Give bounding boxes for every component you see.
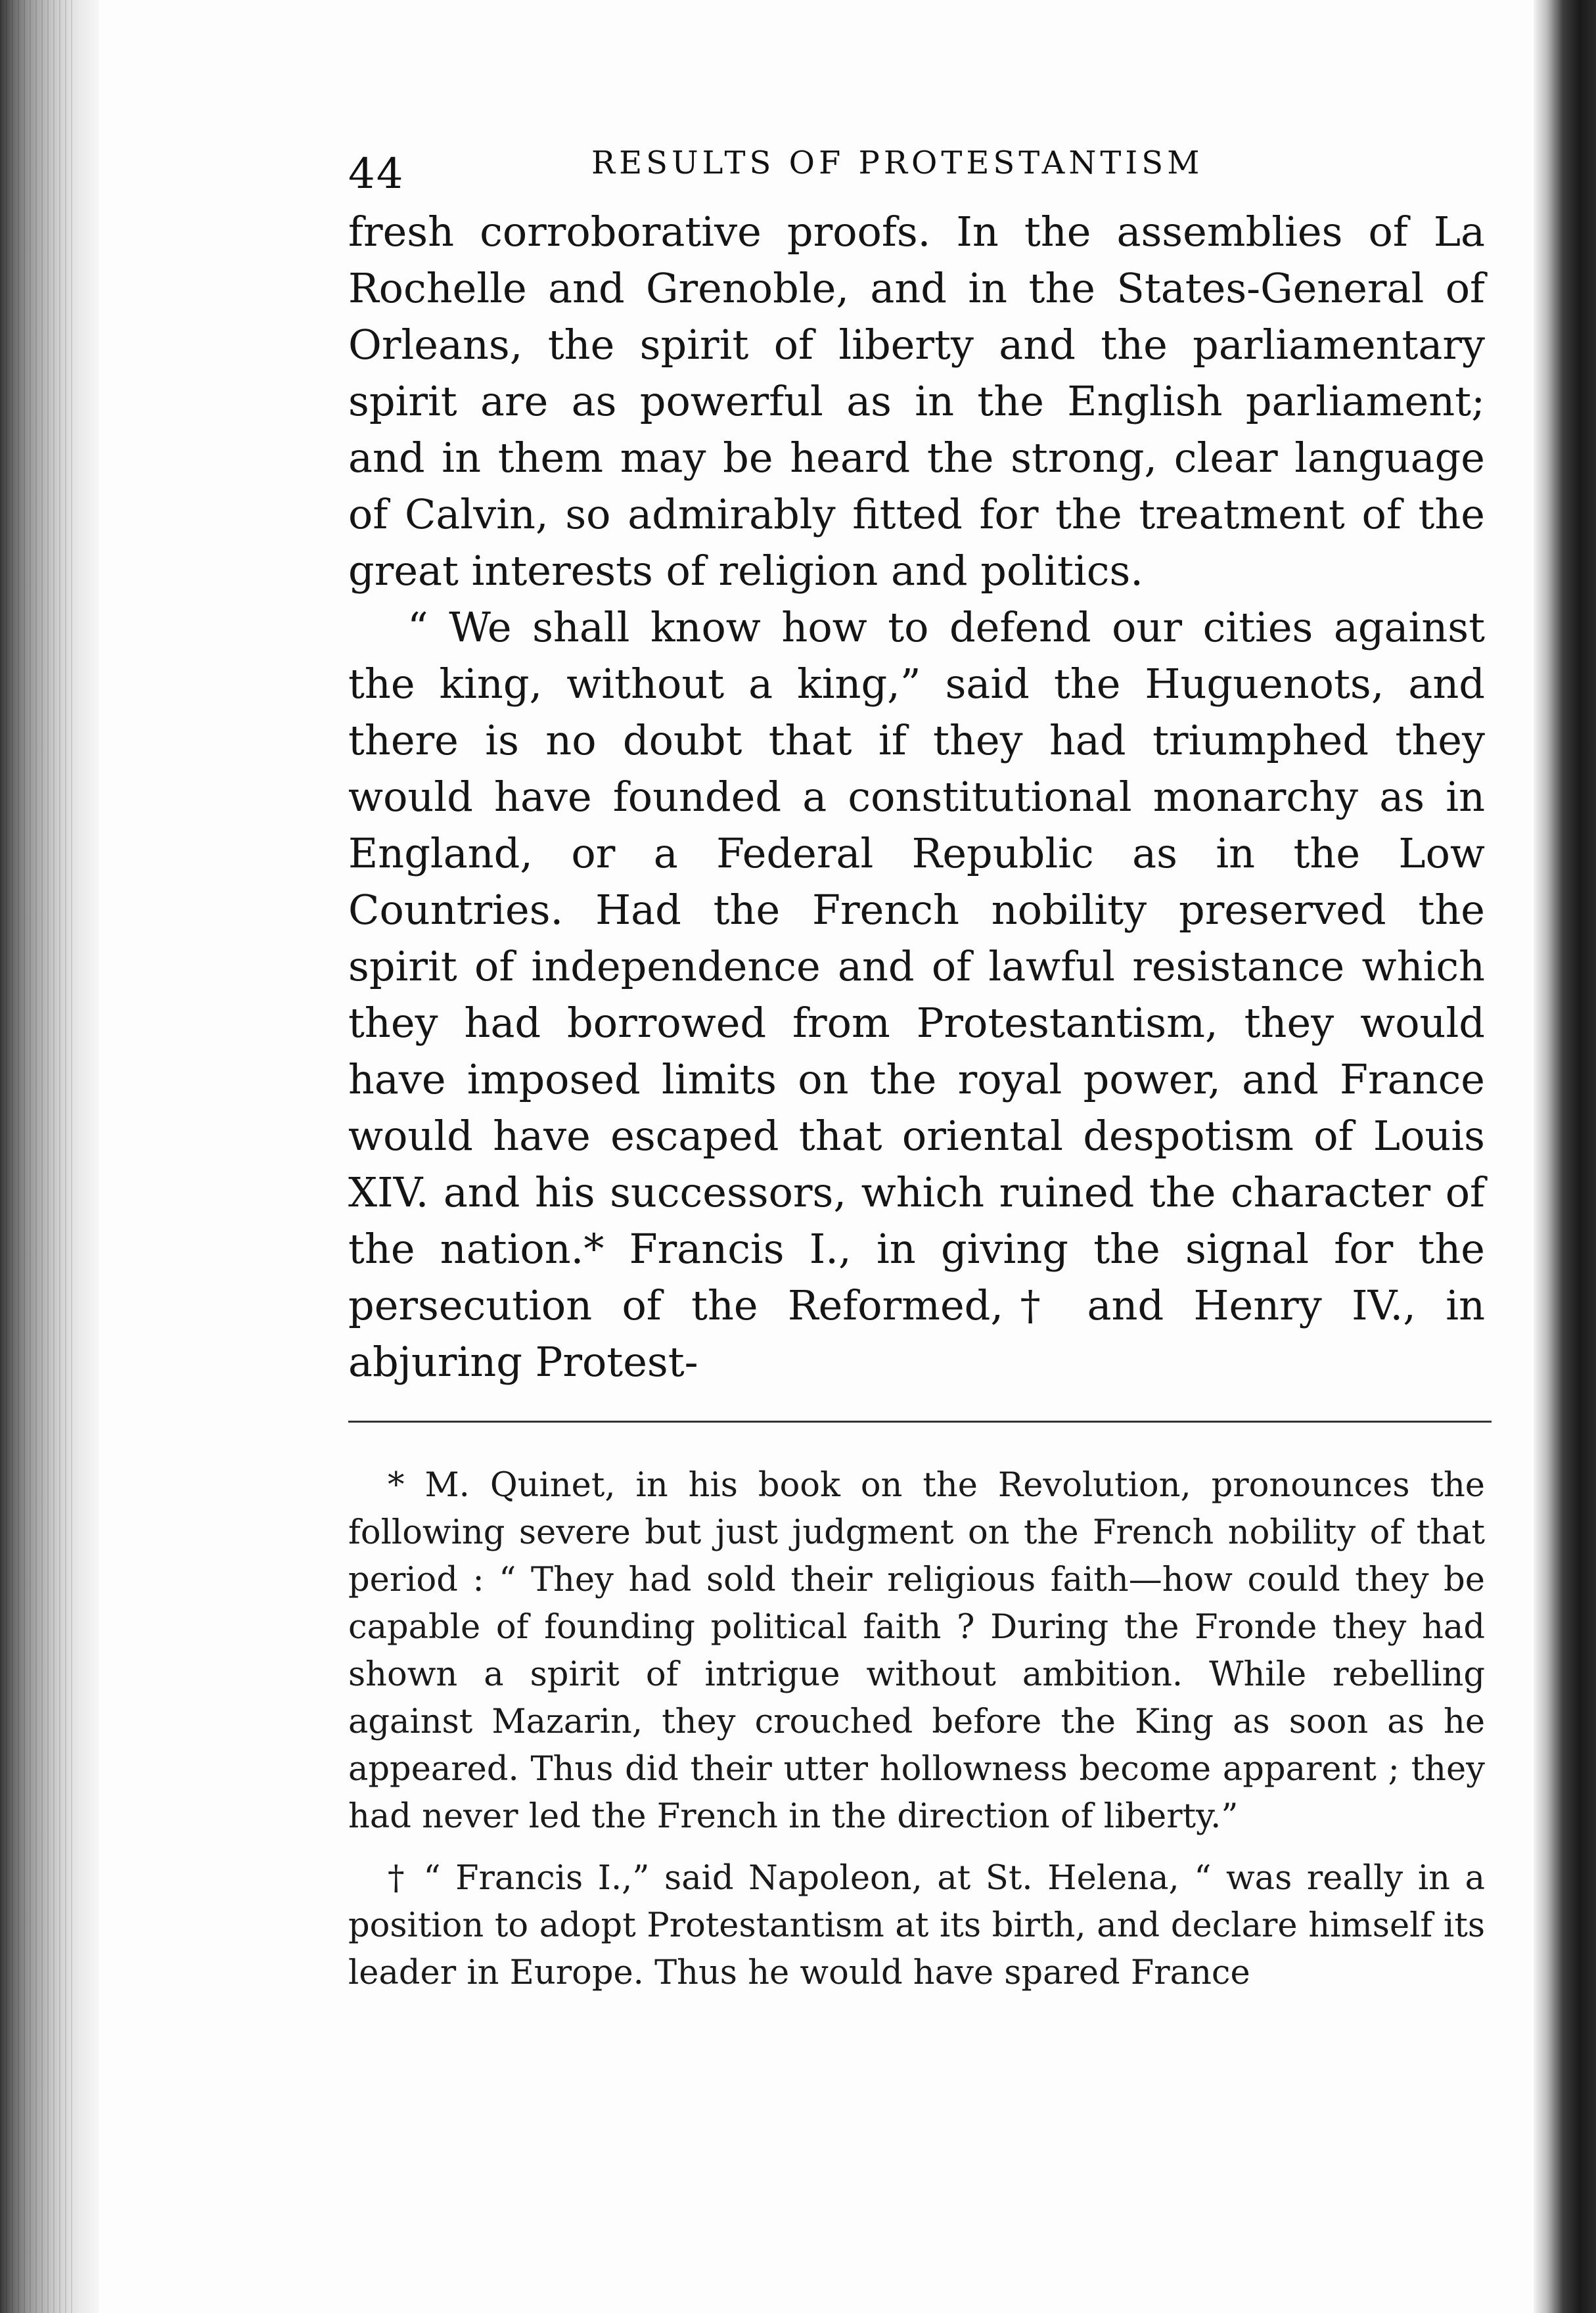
footnote-rule [348, 1421, 1492, 1423]
page-number: 44 [348, 150, 405, 198]
page-content [348, 131, 1485, 2011]
footnotes [348, 1462, 1485, 1997]
running-title: RESULTS OF PROTESTANTISM [591, 145, 1204, 181]
scan-edge [1534, 0, 1596, 2313]
running-head [348, 131, 1485, 204]
paragraph: fresh corroborative proofs. In the assemblies of La Rochelle and Grenoble, and in the States-General of Orleans, the spirit of liberty and the parliamentary spirit are as powerful as in the English parliament; and in them may be heard the strong, clear language of Calvin, so admirably fitted for the treatment of the great interests of religion and politics. [348, 208, 1485, 595]
footnote: † “ Francis I.,” said Napoleon, at St. Helena, “ was really in a position to adopt Protestantism at its birth, and declare himself its leader in Europe. Thus he would have spared France [348, 1859, 1485, 1992]
body-text [348, 204, 1485, 1390]
paragraph: “ We shall know how to defend our cities against the king, without a king,” said the Huguenots, and there is no doubt that if they had triumphed they would have founded a constitutional monarchy as in England, or a Federal Republic as in the Low Countries. Had the French nobility preserved the spirit of independence and of lawful resistance which they had borrowed from Protestantism, they would have imposed limits on the royal power, and France would have escaped that oriental despotism of Louis XIV. and his successors, which ruined the character of the nation.* Francis I., in giving the signal for the persecution of the Reformed,† and Henry IV., in abjuring Protest- [348, 603, 1485, 1386]
page-edges [0, 0, 72, 2313]
footnote: * M. Quinet, in his book on the Revolution, pronounces the following severe but just judgment on the French nobility of that period : “ They had sold their religious faith—how could they be capable of founding political faith ? During the Fronde they had shown a spirit of intrigue without ambition. While rebelling against Mazarin, they crouched before the King as soon as he appeared. Thus did their utter hollowness become apparent ; they had never led the French in the direction of liberty.” [348, 1466, 1485, 1836]
